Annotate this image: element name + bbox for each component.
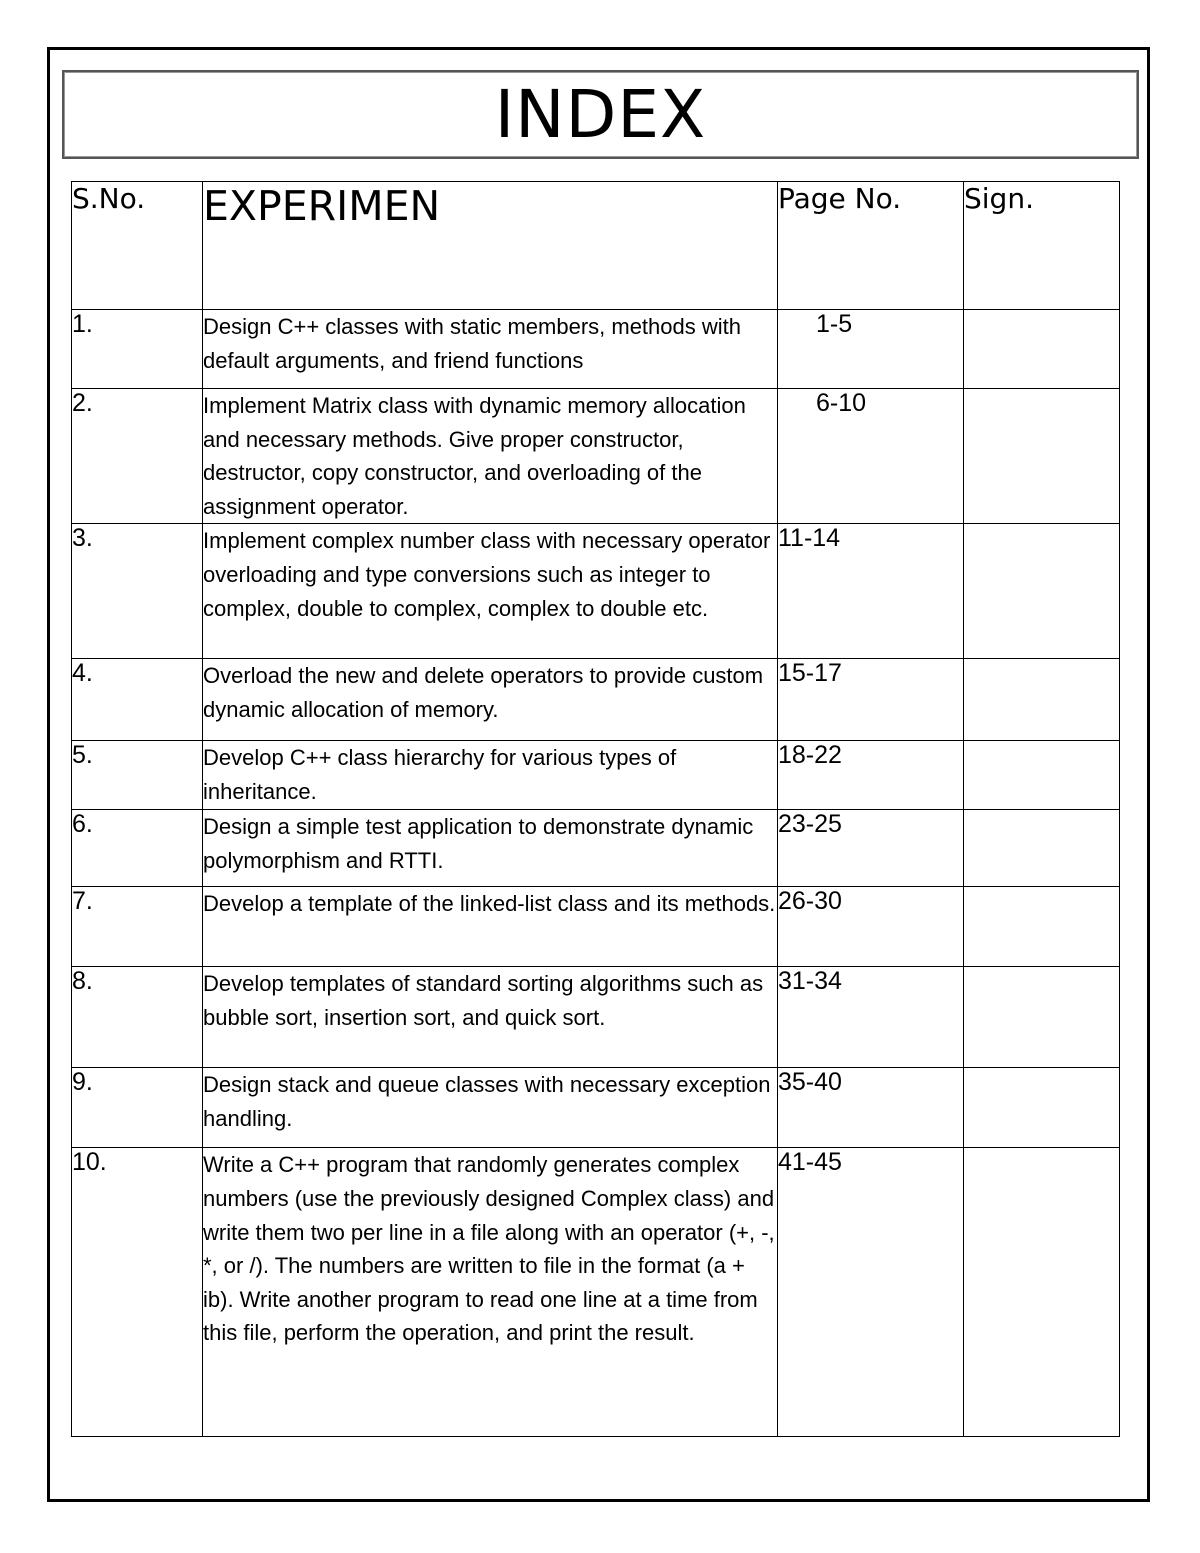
header-experiment: EXPERIMEN	[203, 182, 778, 310]
row-sign-cell	[964, 389, 1120, 524]
title-box	[62, 70, 1139, 159]
row-sno: 3.	[72, 524, 203, 659]
table-row	[72, 1068, 1120, 1148]
header-page-no: Page No.	[778, 182, 964, 310]
row-sno: 6.	[72, 810, 203, 887]
header-sign: Sign.	[964, 182, 1120, 310]
row-experiment: Design C++ classes with static members, methods with default arguments, and friend functions	[203, 310, 778, 389]
row-sign-cell	[964, 310, 1120, 389]
table-row	[72, 389, 1120, 524]
row-sign-cell	[964, 887, 1120, 967]
row-sign-cell	[964, 1068, 1120, 1148]
row-sign-cell	[964, 967, 1120, 1068]
table-row	[72, 810, 1120, 887]
row-sno: 1.	[72, 310, 203, 389]
row-experiment: Develop C++ class hierarchy for various types of inheritance.	[203, 741, 778, 810]
row-pages: 23-25	[778, 810, 964, 887]
row-pages: 11-14	[778, 524, 964, 659]
table-row	[72, 967, 1120, 1068]
index-table	[71, 181, 1120, 1437]
row-pages: 41-45	[778, 1148, 964, 1437]
header-row	[72, 182, 1120, 310]
row-pages: 35-40	[778, 1068, 964, 1148]
header-sno: S.No.	[72, 182, 203, 310]
table-row	[72, 659, 1120, 741]
row-sno: 2.	[72, 389, 203, 524]
row-sno: 7.	[72, 887, 203, 967]
row-experiment: Implement complex number class with necessary operator overloading and type conversions such as integer to complex, double to complex, complex to double etc.	[203, 524, 778, 659]
row-sno: 9.	[72, 1068, 203, 1148]
row-sign-cell	[964, 524, 1120, 659]
row-sno: 8.	[72, 967, 203, 1068]
row-pages: 26-30	[778, 887, 964, 967]
row-experiment: Develop a template of the linked-list class and its methods.	[203, 887, 778, 967]
table-row	[72, 887, 1120, 967]
table-row	[72, 1148, 1120, 1437]
row-experiment: Design a simple test application to demonstrate dynamic polymorphism and RTTI.	[203, 810, 778, 887]
row-experiment: Overload the new and delete operators to provide custom dynamic allocation of memory.	[203, 659, 778, 741]
row-experiment: Implement Matrix class with dynamic memory allocation and necessary methods. Give proper constructor, destructor, copy constructor, and overloading of the assignment operator.	[203, 389, 778, 524]
row-pages: 15-17	[778, 659, 964, 741]
row-experiment: Design stack and queue classes with necessary exception handling.	[203, 1068, 778, 1148]
row-experiment: Develop templates of standard sorting algorithms such as bubble sort, insertion sort, and quick sort.	[203, 967, 778, 1068]
row-sno: 10.	[72, 1148, 203, 1437]
row-experiment: Write a C++ program that randomly generates complex numbers (use the previously designed Complex class) and write them two per line in a file along with an operator (+, -, *, or /). The numbers are written to file in the format (a + ib). Write another program to read one line at a time from this file, perform the operation, and print the result.	[203, 1148, 778, 1437]
table-row	[72, 310, 1120, 389]
row-pages: 1-5	[778, 310, 964, 389]
table-row	[72, 524, 1120, 659]
row-sno: 4.	[72, 659, 203, 741]
row-sign-cell	[964, 1148, 1120, 1437]
row-sign-cell	[964, 810, 1120, 887]
row-sign-cell	[964, 659, 1120, 741]
row-sign-cell	[964, 741, 1120, 810]
page-title: INDEX	[494, 75, 707, 153]
row-pages: 18-22	[778, 741, 964, 810]
row-pages: 6-10	[778, 389, 964, 524]
row-sno: 5.	[72, 741, 203, 810]
table-row	[72, 741, 1120, 810]
row-pages: 31-34	[778, 967, 964, 1068]
